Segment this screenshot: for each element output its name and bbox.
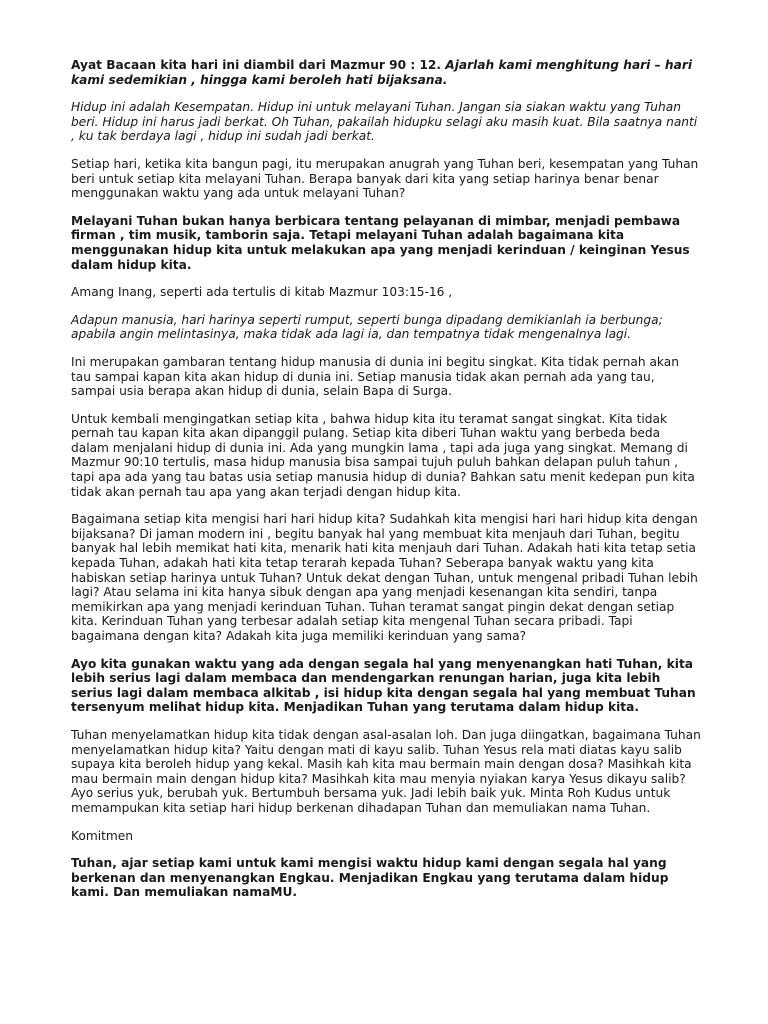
paragraph-amang-inang: Amang Inang, seperti ada tertulis di kitab Mazmur 103:15-16 , [71, 285, 453, 300]
intro-text: Ayat Bacaan kita hari ini diambil dari Mazmur 90 : 12. [71, 58, 446, 72]
paragraph-ayo-gunakan-waktu: Ayo kita gunakan waktu yang ada dengan segala hal yang menyenangkan hati Tuhan, kita lebih serius lagi dalam membaca dan mendengarkan renungan harian, juga kita lebih serius lagi dalam membaca alkitab , isi hidup kita dengan segala hal yang membuat Tuhan tersenyum melihat hidup kita. Menjadikan Tuhan yang terutama dalam hidup kita. [71, 656, 696, 715]
paragraph-scripture-intro [71, 58, 701, 87]
scripture-quote-mazmur-90: Ajarlah kami menghitung hari – hari kami sedemikian , hingga kami beroleh hati bijaksana. [71, 58, 693, 87]
paragraph-setiap-hari: Setiap hari, ketika kita bangun pagi, itu merupakan anugrah yang Tuhan beri, kesempatan yang Tuhan beri untuk setiap kita melayani Tuhan. Berapa banyak dari kita yang setiap harinya benar benar menggunakan waktu yang ada untuk melayani Tuhan? [71, 156, 699, 201]
paragraph-gambaran-hidup: Ini merupakan gambaran tentang hidup manusia di dunia ini begitu singkat. Kita tidak pernah akan tau sampai kapan kita akan hidup di dunia ini. Setiap manusia tidak akan pernah ada yang tau, sampai usia berapa akan hidup di dunia, selain Bapa di Surga. [71, 354, 679, 399]
heading-komitmen: Komitmen [71, 828, 133, 843]
document-page [71, 58, 701, 913]
paragraph-doa-komitmen: Tuhan, ajar setiap kami untuk kami mengisi waktu hidup kami dengan segala hal yang berkenan dan menyenangkan Engkau. Menjadikan Engkau yang terutama dalam hidup kami. Dan memuliakan namaMU. [71, 856, 669, 900]
paragraph-hidup-kesempatan: Hidup ini adalah Kesempatan. Hidup ini untuk melayani Tuhan. Jangan sia siakan waktu yang Tuhan beri. Hidup ini harus jadi berkat. Oh Tuhan, pakailah hidupku selagi aku masih kuat. Bila saatnya nanti , ku tak berdaya lagi , hidup ini sudah jadi berkat. [71, 100, 698, 144]
paragraph-tuhan-menyelamatkan: Tuhan menyelamatkan hidup kita tidak dengan asal-asalan loh. Dan juga diingatkan, bagaimana Tuhan menyelamatkan hidup kita? Yaitu dengan mati di kayu salib. Tuhan Yesus rela mati diatas kayu salib supaya kita beroleh hidup yang kekal. Masih kah kita mau bermain main dengan dosa? Masihkah kita mau bermain main dengan hidup kita? Masihkah kita mau menyia nyiakan karya Yesus dikayu salib? Ayo serius yuk, berubah yuk. Bertumbuh bersama yuk. Jadi lebih baik yuk. Minta Roh Kudus untuk memampukan kita setiap hari hidup berkenan dihadapan Tuhan dan memuliakan nama Tuhan. [71, 727, 701, 815]
paragraph-melayani-tuhan: Melayani Tuhan bukan hanya berbicara tentang pelayanan di mimbar, menjadi pembawa firman , tim musik, tamborin saja. Tetapi melayani Tuhan adalah bagaimana kita menggunakan hidup kita untuk melakukan apa yang menjadi kerinduan / keinginan Yesus dalam hidup kita. [71, 213, 690, 272]
scripture-quote-mazmur-103: Adapun manusia, hari harinya seperti rumput, seperti bunga dipadang demikianlah ia berbunga; apabila angin melintasinya, maka tidak ada lagi ia, dan tempatnya tidak mengenalnya lagi. [71, 312, 663, 342]
paragraph-mengingatkan: Untuk kembali mengingatkan setiap kita , bahwa hidup kita itu teramat sangat singkat. Kita tidak pernah tau kapan kita akan dipanggil pulang. Setiap kita diberi Tuhan waktu yang berbeda beda dalam menjalani hidup di dunia ini. Ada yang mungkin lama , tapi ada juga yang singkat. Memang di Mazmur 90:10 tertulis, masa hidup manusia bisa sampai tujuh puluh bahkan delapan puluh tahun , tapi apa ada yang tau batas usia setiap manusia hidup di dunia? Bahkan satu menit kedepan pun kita tidak akan pernah tau apa yang akan terjadi dengan hidup kita. [71, 411, 695, 499]
paragraph-bagaimana: Bagaimana setiap kita mengisi hari hari hidup kita? Sudahkah kita mengisi hari hari hidup kita dengan bijaksana? Di jaman modern ini , begitu banyak hal yang membuat kita menjauh dari Tuhan, begitu banyak hal lebih memikat hati kita, menarik hati kita menjauh dari Tuhan. Adakah hati kita tetap setia kepada Tuhan, adakah hati kita tetap terarah kepada Tuhan? Seberapa banyak waktu yang kita habiskan setiap harinya untuk Tuhan? Untuk dekat dengan Tuhan, untuk mengenal pribadi Tuhan lebih lagi? Atau selama ini kita hanya sibuk dengan apa yang menjadi kesenangan kita sendiri, tanpa memikirkan apa yang menjadi kerinduan Tuhan. Tuhan teramat sangat pingin dekat dengan setiap kita. Kerinduan Tuhan yang terbesar adalah setiap kita mengenal Tuhan secara pribadi. Tapi bagaimana dengan kita? Adakah kita juga memiliki kerinduan yang sama? [71, 512, 698, 643]
